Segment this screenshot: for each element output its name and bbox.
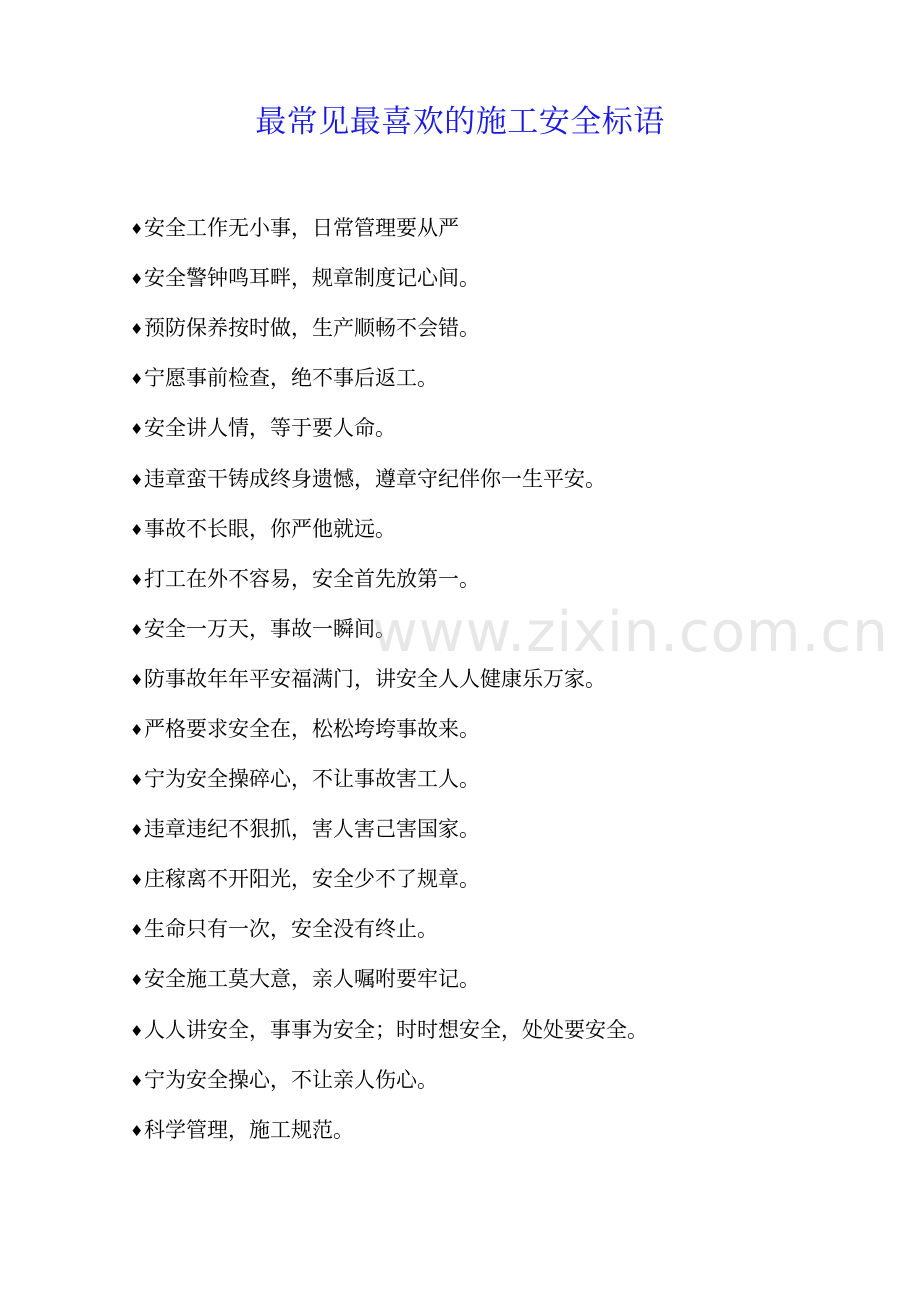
slogan-text: 安全施工莫大意，亲人嘱咐要牢记。 [144,967,480,992]
diamond-bullet-icon: ♦ [130,971,144,990]
diamond-bullet-icon: ♦ [130,1121,144,1140]
slogan-text: 事故不长眼，你严他就远。 [144,516,396,541]
slogan-text: 宁为安全操碎心，不让事故害工人。 [144,767,480,792]
slogan-text: 安全讲人情，等于要人命。 [144,416,396,441]
document-title: 最常见最喜欢的施工安全标语 [255,104,665,140]
slogan-text: 安全工作无小事，日常管理要从严 [144,216,459,241]
slogan-text: 严格要求安全在，松松垮垮事故来。 [144,716,480,741]
slogan-text: 防事故年年平安福满门，讲安全人人健康乐万家。 [144,666,606,691]
slogan-item [130,504,648,554]
slogan-text: 违章蛮干铸成终身遗憾，遵章守纪伴你一生平安。 [144,466,606,491]
watermark: www.zixin.com.cn [372,600,889,665]
slogan-text: 庄稼离不开阳光，安全少不了规章。 [144,867,480,892]
diamond-bullet-icon: ♦ [130,470,144,489]
diamond-bullet-icon: ♦ [130,1071,144,1090]
slogan-item [130,904,648,954]
slogan-text: 人人讲安全，事事为安全；时时想安全，处处要安全。 [144,1017,648,1042]
slogan-item [130,754,648,804]
slogan-text: 安全一万天，事故一瞬间。 [144,616,396,641]
slogan-list [130,203,648,1155]
diamond-bullet-icon: ♦ [130,921,144,940]
diamond-bullet-icon: ♦ [130,620,144,639]
diamond-bullet-icon: ♦ [130,320,144,339]
slogan-text: 科学管理，施工规范。 [144,1117,354,1142]
diamond-bullet-icon: ♦ [130,720,144,739]
slogan-item [130,704,648,754]
slogan-item [130,253,648,303]
slogan-item [130,1105,648,1155]
slogan-text: 宁为安全操心，不让亲人伤心。 [144,1067,438,1092]
diamond-bullet-icon: ♦ [130,270,144,289]
slogan-item [130,1055,648,1105]
slogan-item [130,804,648,854]
diamond-bullet-icon: ♦ [130,1021,144,1040]
diamond-bullet-icon: ♦ [130,220,144,239]
slogan-item [130,303,648,353]
slogan-item [130,453,648,503]
slogan-item [130,353,648,403]
slogan-text: 违章违纪不狠抓，害人害己害国家。 [144,817,480,842]
slogan-text: 安全警钟鸣耳畔，规章制度记心间。 [144,266,480,291]
slogan-text: 打工在外不容易，安全首先放第一。 [144,566,480,591]
slogan-text: 预防保养按时做，生产顺畅不会错。 [144,316,480,341]
diamond-bullet-icon: ♦ [130,821,144,840]
slogan-item [130,203,648,253]
slogan-item [130,1005,648,1055]
diamond-bullet-icon: ♦ [130,670,144,689]
slogan-text: 生命只有一次，安全没有终止。 [144,917,438,942]
slogan-item [130,554,648,604]
slogan-text: 宁愿事前检查，绝不事后返工。 [144,366,438,391]
diamond-bullet-icon: ♦ [130,570,144,589]
slogan-item [130,854,648,904]
diamond-bullet-icon: ♦ [130,420,144,439]
slogan-item [130,403,648,453]
slogan-item [130,954,648,1004]
diamond-bullet-icon: ♦ [130,520,144,539]
diamond-bullet-icon: ♦ [130,871,144,890]
diamond-bullet-icon: ♦ [130,771,144,790]
diamond-bullet-icon: ♦ [130,370,144,389]
